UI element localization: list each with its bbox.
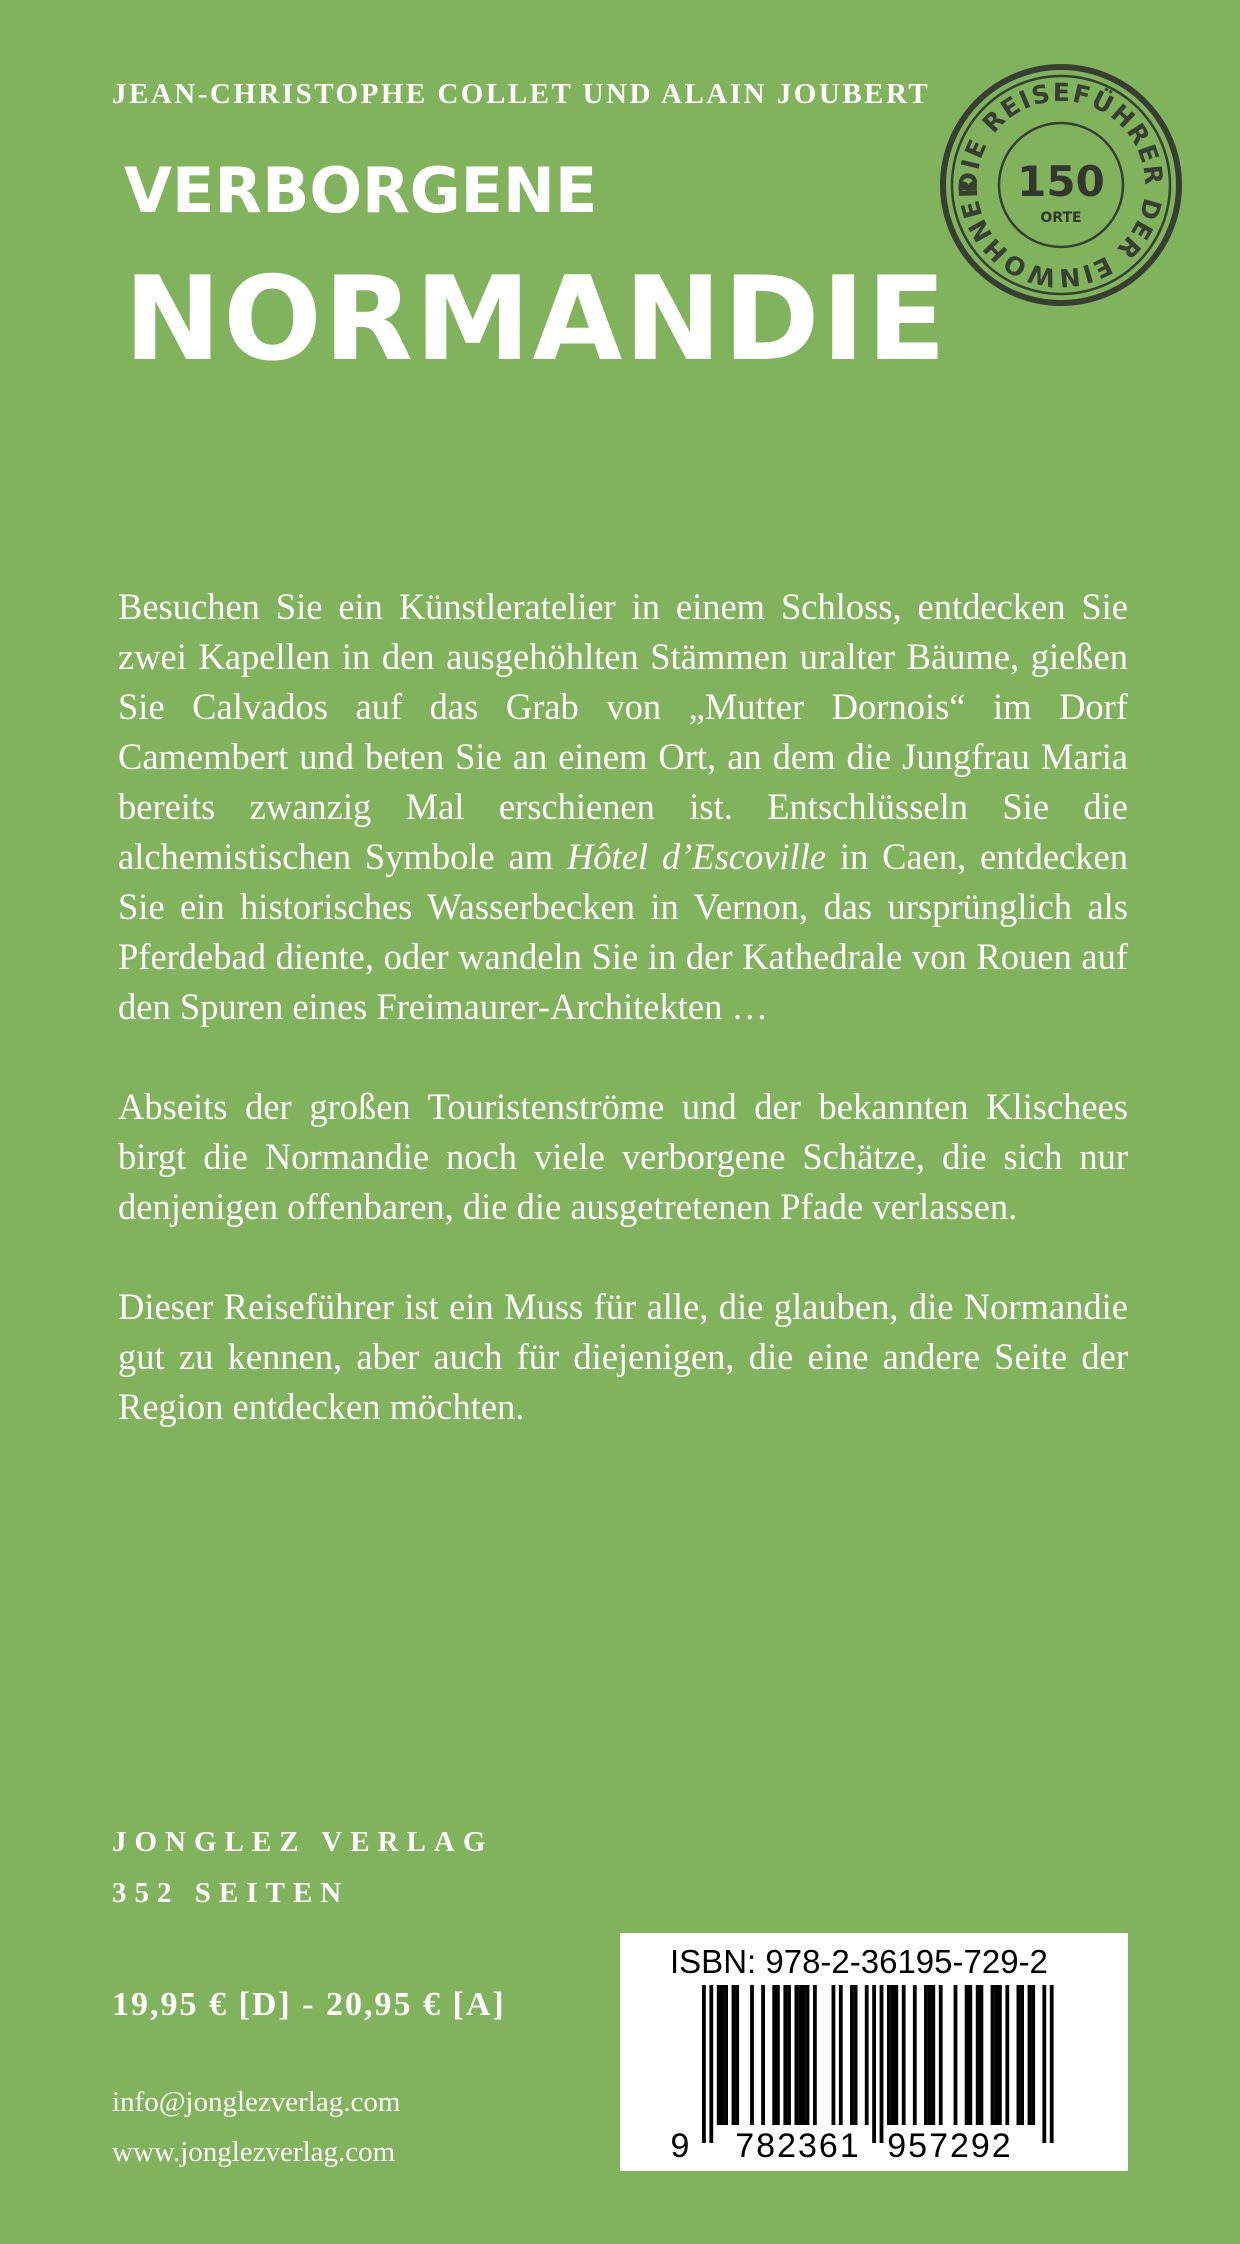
description [118,582,1128,1482]
barcode-bar [798,1985,802,2125]
barcode-bar [880,1985,884,2143]
description-text: Besuchen Sie ein Künstleratelier in einem Schloss, entdecken Sie zwei Kapellen in den ausgehöhlten Stämmen uralter Bäume, gießen Sie Calvados auf das Grab von „Mutter Dornois“ im Dorf Camembert und beten Sie an einem Ort, an dem die Jungfrau Maria bereits zwanzig Mal erschienen ist. Entschlüsseln Sie die alchemistischen Symbole am [118,586,1128,877]
barcode-bar [1042,1985,1046,2143]
barcode-bar [1017,1985,1021,2125]
barcode-bar [832,1985,836,2125]
barcode-bar [813,1985,817,2125]
authors-line: JEAN-CHRISTOPHE COLLET UND ALAIN JOUBERT [112,78,931,110]
barcode-bar [750,1985,754,2125]
page-count: 352 SEITEN [112,1877,350,1909]
barcode-bar [724,1985,728,2125]
barcode-bar [924,1985,928,2125]
stamp-badge [938,62,1184,308]
barcode-bar [761,1985,765,2125]
barcode-bar [965,1985,969,2125]
barcode-bar [998,1985,1002,2125]
barcode-bar [954,1985,958,2125]
barcode-bar [776,1985,780,2125]
barcode-digits-right: 957292 [887,2127,1013,2165]
barcode-bar [928,1985,932,2125]
barcode-bar [931,1985,935,2125]
barcode-bar [806,1985,810,2125]
barcode-bar [795,1985,799,2125]
barcode-bar [802,1985,806,2125]
barcode-bar [865,1985,869,2125]
barcode-bar [787,1985,791,2125]
barcode-bar [735,1985,739,2125]
barcode-bar [968,1985,972,2125]
description-paragraph-3: Dieser Reiseführer ist ein Muss für alle, die glauben, die Normandie gut zu kennen, aber auch für diejenigen, die eine andere Seite der Region entdecken möchten. [118,1286,1128,1427]
barcode-bar [980,1985,984,2125]
barcode-image [620,1933,1128,2171]
barcode-bar [872,1985,876,2143]
description-italic-place: Hôtel d’Escoville [566,836,827,877]
barcode-bar [939,1985,943,2125]
barcode-bar [894,1985,898,2125]
email: info@jonglezverlag.com [112,2086,401,2118]
website: www.jonglezverlag.com [112,2136,396,2168]
barcode-bar [783,1985,787,2125]
barcode-bar [709,1985,713,2143]
price: 19,95 € [D] - 20,95 € [A] [112,1986,506,2023]
barcode-bar [721,1985,725,2125]
barcode-bar [976,1985,980,2125]
barcode-bar [1050,1985,1054,2143]
stamp-ring-text: DIE REISEFÜHRER DER EINWOHNER [953,77,1169,293]
barcode-bar [891,1985,895,2125]
barcode-bar [991,1985,995,2125]
barcode-bar [1028,1985,1032,2125]
publisher: JONGLEZ VERLAG [112,1826,494,1858]
barcode-box [620,1933,1128,2171]
title-line-1: VERBORGENE [124,154,598,227]
barcode-bar [717,1985,721,2125]
description-paragraph-1 [118,582,1128,1032]
barcode-bar [994,1985,998,2125]
barcode-bar [1020,1985,1024,2125]
title-line-2: NORMANDIE [124,252,948,387]
barcode-bar [902,1985,906,2125]
barcode-bar [887,1985,891,2125]
stamp-number: 150 [1017,157,1105,206]
barcode-bar [732,1985,736,2125]
description-text: in Caen, entdecken Sie ein historisches Wasserbecken in Vernon, das ursprünglich als Pferdebad diente, oder wandeln Sie in der Kathedrale von Rouen auf den Spuren eines Freimaurer-Architekten … [118,836,1128,1027]
barcode-bar [854,1985,858,2125]
description-paragraph-2: Abseits der großen Touristenströme und der bekannten Klischees birgt die Normandie noch viele verborgene Schätze, die sich nur denjenigen offenbaren, die die ausgetretenen Pfade verlassen. [118,1086,1128,1227]
isbn-label: ISBN: 978-2-36195-729-2 [670,1943,1048,1980]
barcode-bar [772,1985,776,2125]
barcode-digits-left: 782361 [735,2127,861,2165]
barcode-bar [839,1985,843,2125]
barcode-bar [1031,1985,1035,2125]
barcode-bar [1005,1985,1009,2125]
stamp-unit: ORTE [1040,210,1082,226]
barcode-bar [913,1985,917,2125]
barcode-digit-first: 9 [670,2127,690,2165]
barcode-bar [702,1985,706,2143]
barcode-bar [850,1985,854,2125]
